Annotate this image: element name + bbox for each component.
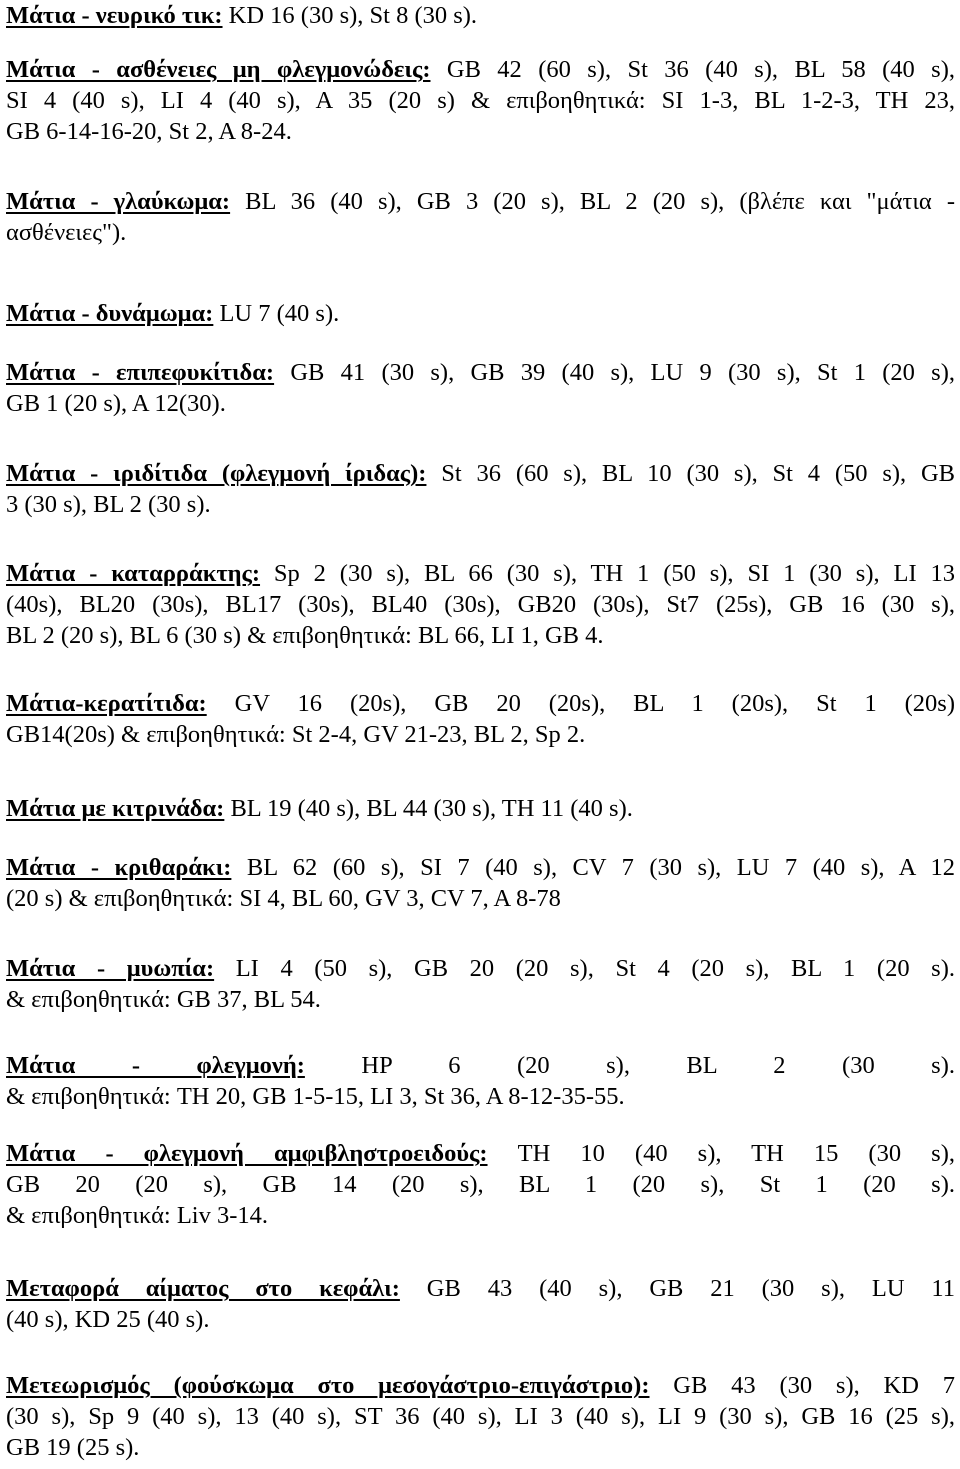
entry-text: TH 10 (40 s), TH 15 (30 s),: [487, 1140, 955, 1167]
entry-first-line: [6, 186, 955, 217]
entry-term: Μάτια - καταρράκτης:: [6, 560, 261, 587]
entry: [6, 357, 955, 419]
entry-line: GB14(20s) & επιβοηθητικά: St 2-4, GV 21-23, BL 2, Sp 2.: [6, 721, 586, 748]
entry: [6, 688, 955, 750]
entry-line: 3 (30 s), BL 2 (30 s).: [6, 491, 211, 518]
entry-first-line: [6, 0, 955, 31]
entry-term: Μετεωρισμός (φούσκωμα στο μεσογάστριο-επιγάστριο):: [6, 1372, 650, 1399]
entry: [6, 558, 955, 651]
entry-first-line: [6, 1050, 955, 1081]
entry-text: GB 43 (30 s), KD 7: [649, 1372, 955, 1399]
entry: [6, 186, 955, 248]
entry-line: GB 1 (20 s), A 12(30).: [6, 390, 226, 417]
entry-first-line: [6, 852, 955, 883]
entry-term: Μάτια - νευρικό τικ:: [6, 2, 223, 29]
entry: [6, 1273, 955, 1335]
entry-first-line: [6, 357, 955, 388]
entry-first-line: [6, 54, 955, 85]
entry-term: Μάτια - επιπεφυκίτιδα:: [6, 359, 275, 386]
entry-text: HP 6 (20 s), BL 2 (30 s).: [304, 1052, 955, 1079]
entry-line: & επιβοηθητικά: TH 20, GB 1-5-15, LI 3, St 36, A 8-12-35-55.: [6, 1083, 625, 1110]
entry-term: Μάτια με κιτρινάδα:: [6, 795, 225, 822]
entry-term: Μάτια - ασθένειες μη φλεγμονώδεις:: [6, 56, 431, 83]
entry: [6, 54, 955, 147]
entry-term: Μάτια - κριθαράκι:: [6, 854, 232, 881]
entry-line: GB 6-14-16-20, St 2, A 8-24.: [6, 118, 292, 145]
entry-first-line: [6, 1273, 955, 1304]
entry-text: GB 41 (30 s), GB 39 (40 s), LU 9 (30 s), St 1 (20 s),: [274, 359, 955, 386]
entry-term: Μάτια - φλεγμονή:: [6, 1052, 305, 1079]
entry-text: LI 4 (50 s), GB 20 (20 s), St 4 (20 s), BL 1 (20 s).: [214, 955, 955, 982]
entry: [6, 1138, 955, 1231]
entry-first-line: [6, 1138, 955, 1169]
entry-line: GB 19 (25 s).: [6, 1434, 140, 1461]
entry-line: & επιβοηθητικά: GB 37, BL 54.: [6, 986, 321, 1013]
entry-term: Μάτια - γλαύκωμα:: [6, 188, 231, 215]
entry: [6, 953, 955, 1015]
entry: [6, 0, 955, 31]
entry-term: Μάτια-κερατίτιδα:: [6, 690, 207, 717]
entry-line: GB 20 (20 s), GB 14 (20 s), BL 1 (20 s), St 1 (20 s).: [6, 1171, 955, 1198]
entry-first-line: [6, 793, 955, 824]
entry-line: SI 4 (40 s), LI 4 (40 s), A 35 (20 s) & επιβοηθητικά: SI 1-3, BL 1-2-3, TH 23,: [6, 87, 955, 114]
entry-line: ασθένειες").: [6, 219, 127, 246]
entry: [6, 1050, 955, 1112]
entry-first-line: [6, 298, 955, 329]
entry-text: BL 19 (40 s), BL 44 (30 s), TH 11 (40 s).: [224, 795, 633, 822]
entry-text: GV 16 (20s), GB 20 (20s), BL 1 (20s), St 1 (20s): [206, 690, 955, 717]
entry-first-line: [6, 458, 955, 489]
entry-term: Μάτια - ιριδίτιδα (φλεγμονή ίριδας):: [6, 460, 427, 487]
entry-line: & επιβοηθητικά: Liv 3-14.: [6, 1202, 269, 1229]
entry-text: GB 43 (40 s), GB 21 (30 s), LU 11: [399, 1275, 955, 1302]
entry: [6, 1370, 955, 1463]
entry-line: (20 s) & επιβοηθητικά: SI 4, BL 60, GV 3, CV 7, A 8-78: [6, 885, 561, 912]
entry-text: BL 36 (40 s), GB 3 (20 s), BL 2 (20 s), (βλέπε και "μάτια -: [230, 188, 956, 215]
entry-line: (40s), BL20 (30s), BL17 (30s), BL40 (30s), GB20 (30s), St7 (25s), GB 16 (30 s),: [6, 591, 955, 618]
entry-first-line: [6, 1370, 955, 1401]
entry: [6, 458, 955, 520]
entry-line: (30 s), Sp 9 (40 s), 13 (40 s), ST 36 (40 s), LI 3 (40 s), LI 9 (30 s), GB 16 (25 s),: [6, 1403, 955, 1430]
entry-text: GB 42 (60 s), St 36 (40 s), BL 58 (40 s),: [430, 56, 955, 83]
entry-term: Μάτια - μυωπία:: [6, 955, 215, 982]
entry-term: Μάτια - δυνάμωμα:: [6, 300, 214, 327]
entry-first-line: [6, 558, 955, 589]
entry-line: (40 s), KD 25 (40 s).: [6, 1306, 210, 1333]
entry-first-line: [6, 688, 955, 719]
entry: [6, 298, 955, 329]
entry-text: BL 62 (60 s), SI 7 (40 s), CV 7 (30 s), LU 7 (40 s), A 12: [231, 854, 955, 881]
entry: [6, 793, 955, 824]
entry-line: BL 2 (20 s), BL 6 (30 s) & επιβοηθητικά: BL 66, LI 1, GB 4.: [6, 622, 604, 649]
entry: [6, 852, 955, 914]
entry-term: Μάτια - φλεγμονή αμφιβληστροειδούς:: [6, 1140, 488, 1167]
entry-text: LU 7 (40 s).: [213, 300, 340, 327]
entry-first-line: [6, 953, 955, 984]
entry-text: St 36 (60 s), BL 10 (30 s), St 4 (50 s), GB: [426, 460, 956, 487]
entry-text: KD 16 (30 s), St 8 (30 s).: [222, 2, 478, 29]
entry-text: Sp 2 (30 s), BL 66 (30 s), TH 1 (50 s), SI 1 (30 s), LI 13: [260, 560, 955, 587]
entry-term: Μεταφορά αίματος στο κεφάλι:: [6, 1275, 400, 1302]
